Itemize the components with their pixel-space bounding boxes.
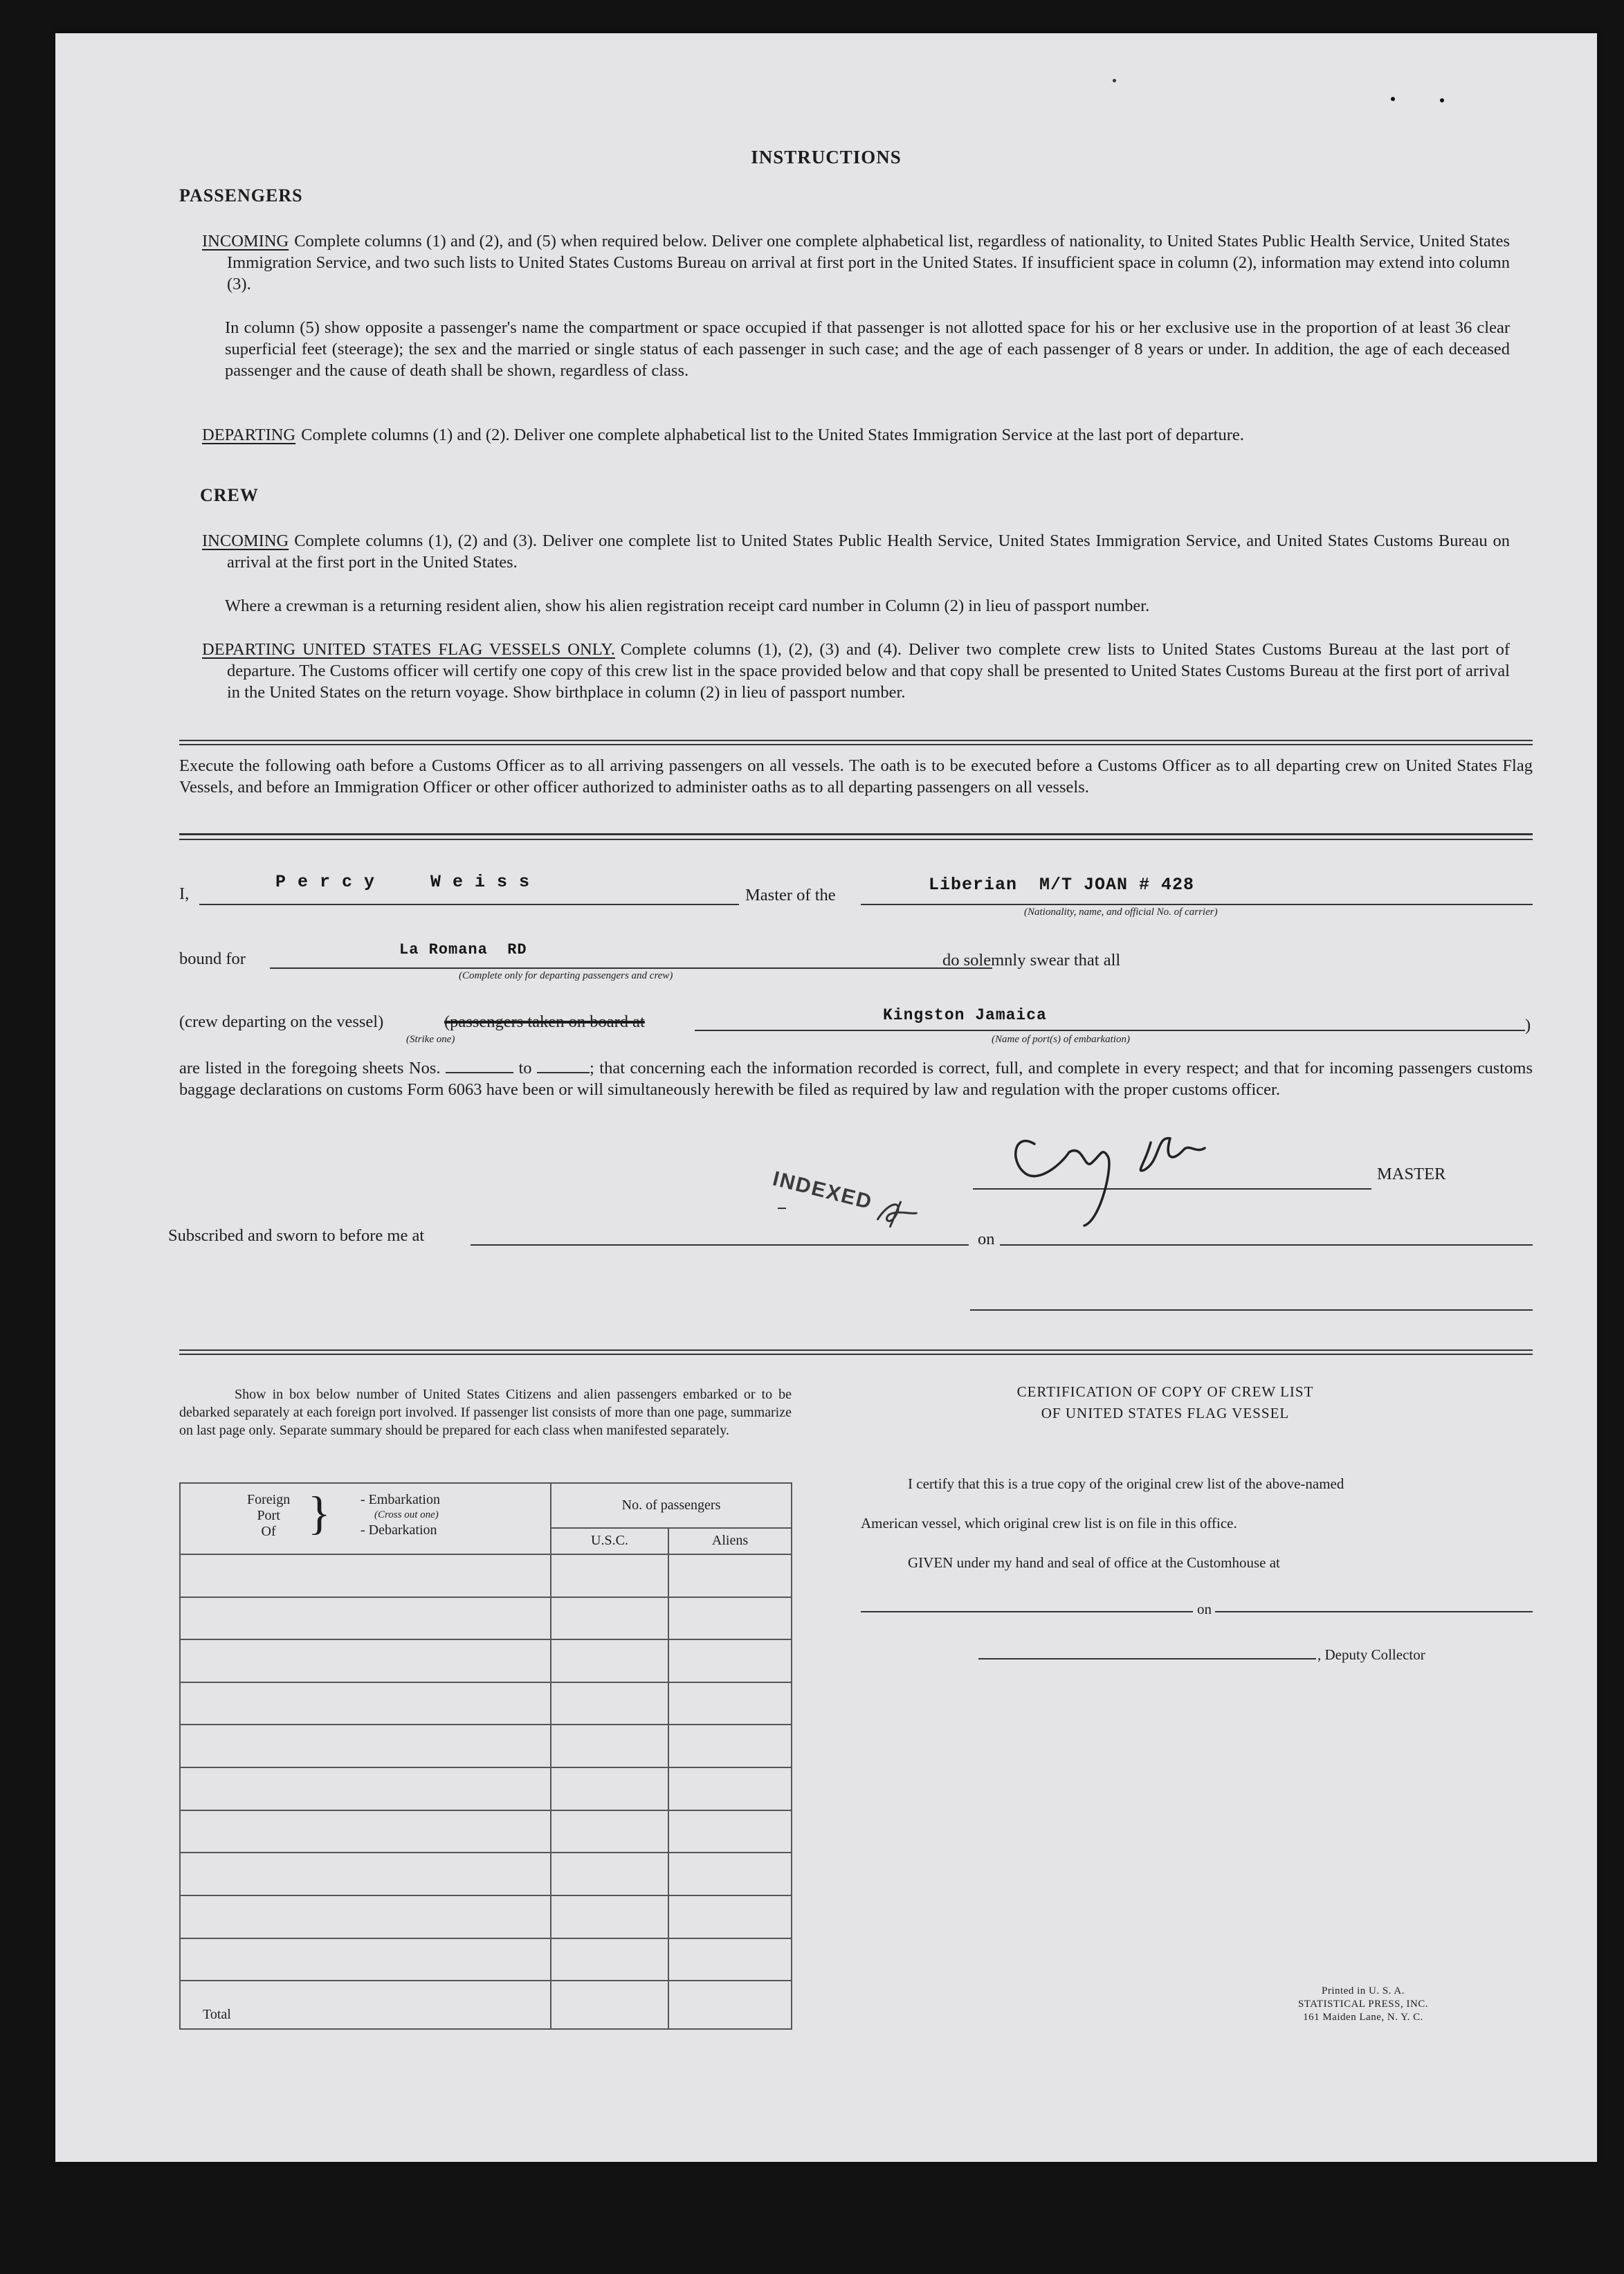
sworn-on-line (1000, 1244, 1533, 1246)
aliens-cell[interactable] (668, 1938, 792, 1981)
master-name-line (199, 904, 739, 905)
master-label: MASTER (1377, 1165, 1446, 1183)
certification-text3: GIVEN under my hand and seal of office at the Customhouse at (908, 1554, 1280, 1571)
summary-instructions: Show in box below number of United States Citizens and alien passengers embarked or to be debarked separately at each foreign port involved. If passenger list consists of more than one page, summarize on last page only. Separate summary should be prepared for each class when manifested separately. (179, 1387, 792, 1438)
divider (179, 1349, 1533, 1351)
port-cell[interactable] (180, 1767, 551, 1810)
sworn-at-line (471, 1244, 969, 1246)
crew-incoming-lead: INCOMING (202, 531, 289, 550)
usc-cell[interactable] (551, 1597, 668, 1640)
divider (179, 740, 1533, 741)
vessel-caption: (Nationality, name, and official No. of carrier) (1024, 907, 1218, 918)
master-name-field[interactable]: P e r c y W e i s s (275, 872, 531, 892)
form-page (55, 33, 1597, 2162)
port-header-cell (180, 1483, 551, 1554)
bound-for-label: bound for (179, 949, 246, 968)
aliens-cell[interactable] (668, 1810, 792, 1853)
divider (179, 839, 1533, 840)
master-of-label: Master of the (745, 886, 836, 904)
port-cell[interactable] (180, 1938, 551, 1981)
speck (1113, 79, 1116, 82)
aliens-cell[interactable] (668, 1597, 792, 1640)
page-title: INSTRUCTIONS (751, 147, 902, 167)
certification-on-label: on (1197, 1601, 1212, 1617)
listed-rest: ; that concerning each the information recorded is correct, full, and complete in every respect; and that for incoming passengers customs baggage declarations on customs Form 6063 have been or will simultaneously herewith be filed as required by law and regulation with the proper customs officer. (179, 1059, 1533, 1099)
i-label: I, (179, 884, 190, 903)
bound-for-field[interactable]: La Romana RD (399, 941, 527, 958)
certification-text2: American vessel, which original crew list is on file in this office. (861, 1515, 1237, 1531)
incoming-text: Complete columns (1) and (2), and (5) when required below. Deliver one complete alphabetical list, regardless of nationality, to United States Public Health Service, United States Immigration Service, and two such lists to United States Customs Bureau on arrival at first port in the United States. If insufficient space in column (2), information may extend into column (3). (227, 232, 1510, 293)
no-passengers-header: No. of passengers (551, 1483, 792, 1528)
date-line (970, 1309, 1533, 1311)
speck (1440, 98, 1444, 102)
close-paren: ) (1525, 1016, 1531, 1035)
bound-for-line (270, 967, 992, 969)
foreign-port-label (247, 1492, 290, 1540)
sheet-from-field[interactable] (446, 1072, 513, 1073)
certification-title-line1: CERTIFICATION OF COPY OF CREW LIST (1016, 1383, 1314, 1400)
crew-departing-text: Complete columns (1), (2), (3) and (4). Deliver two complete crew lists to United States Customs Bureau at the last port of departure. The Customs officer will certify one copy of this crew list in the space provided below and that copy shall be presented to United States Customs Bureau at the first port of arrival in the United States on the return voyage. Show birthplace in column (2) in lieu of passport number. (227, 640, 1510, 702)
sworn-on-label: on (978, 1230, 995, 1248)
aliens-cell[interactable] (668, 1895, 792, 1938)
aliens-total-cell[interactable] (668, 1981, 792, 2029)
aliens-cell[interactable] (668, 1767, 792, 1810)
usc-cell[interactable] (551, 1682, 668, 1725)
crew-departing-paragraph (202, 639, 1510, 703)
certification-title (861, 1381, 1470, 1424)
swear-label: do solemnly swear that all (942, 951, 1121, 970)
certification-text1: I certify that this is a true copy of the original crew list of the above-named (908, 1475, 1344, 1492)
indexed-initials (870, 1191, 925, 1236)
usc-header: U.S.C. (551, 1528, 668, 1554)
usc-total-cell[interactable] (551, 1981, 668, 2029)
printer-line3: 161 Maiden Lane, N. Y. C. (1303, 2012, 1423, 2023)
usc-cell[interactable] (551, 1725, 668, 1767)
stamp-mark (778, 1208, 786, 1209)
port-cell[interactable] (180, 1639, 551, 1682)
embark-debark-label (361, 1492, 440, 1538)
departing-text: Complete columns (1) and (2). Deliver one complete alphabetical list to the United States Immigration Service at the last port of departure. (301, 426, 1244, 444)
printer-line1: Printed in U. S. A. (1322, 1985, 1405, 1996)
of-label: Of (261, 1524, 276, 1539)
crew-incoming-paragraph (202, 530, 1510, 573)
divider (179, 744, 1533, 745)
deputy-signature-line[interactable] (978, 1658, 1316, 1659)
vessel-field[interactable]: Liberian M/T JOAN # 428 (929, 875, 1195, 895)
usc-cell[interactable] (551, 1895, 668, 1938)
divider (179, 833, 1533, 835)
usc-cell[interactable] (551, 1938, 668, 1981)
resident-alien-paragraph: Where a crewman is a returning resident alien, show his alien registration receipt card number in Column (2) in lieu of passport number. (225, 597, 1150, 615)
aliens-cell[interactable] (668, 1639, 792, 1682)
certification-title-line2: OF UNITED STATES FLAG VESSEL (1041, 1405, 1290, 1421)
passengers-heading: PASSENGERS (179, 185, 303, 206)
total-label: Total (180, 1981, 551, 2029)
indexed-stamp-text: INDEXED (770, 1167, 875, 1215)
departing-lead: DEPARTING (202, 426, 296, 444)
crew-departing-label: (crew departing on the vessel) (179, 1012, 384, 1031)
cross-out-label: (Cross out one) (374, 1509, 439, 1520)
crew-incoming-text: Complete columns (1), (2) and (3). Deliver one complete list to United States Public Health Service, United States Immigration Service, and United States Customs Bureau on arrival at the first port in the United States. (227, 531, 1510, 572)
port-cell[interactable] (180, 1895, 551, 1938)
debarkation-label: - Debarkation (361, 1522, 437, 1538)
usc-cell[interactable] (551, 1767, 668, 1810)
sheet-to-field[interactable] (537, 1072, 590, 1073)
port-cell[interactable] (180, 1725, 551, 1767)
listed-paragraph (179, 1057, 1533, 1100)
struck-passengers-text: (passengers taken on board at (444, 1012, 645, 1031)
deputy-collector-label: , Deputy Collector (1317, 1646, 1425, 1663)
aliens-cell[interactable] (668, 1554, 792, 1597)
embark-line (695, 1030, 1525, 1031)
embark-caption: (Name of port(s) of embarkation) (992, 1034, 1130, 1045)
usc-cell[interactable] (551, 1853, 668, 1895)
listed-prefix: are listed in the foregoing sheets Nos. (179, 1059, 441, 1077)
strike-caption: (Strike one) (406, 1034, 455, 1045)
foreign-label: Foreign (247, 1492, 291, 1507)
aliens-cell[interactable] (668, 1682, 792, 1725)
port-cell[interactable] (180, 1810, 551, 1853)
aliens-cell[interactable] (668, 1725, 792, 1767)
port-cell[interactable] (180, 1554, 551, 1597)
vessel-line (861, 904, 1533, 905)
incoming-lead: INCOMING (202, 232, 289, 251)
aliens-header: Aliens (668, 1528, 792, 1554)
to-label: to (518, 1059, 532, 1077)
certification-date-line[interactable] (1215, 1611, 1533, 1612)
printer-imprint (1259, 1985, 1467, 2024)
bound-caption: (Complete only for departing passengers and crew) (459, 970, 673, 981)
usc-cell[interactable] (551, 1639, 668, 1682)
indexed-stamp (768, 1165, 925, 1236)
embark-port-field[interactable]: Kingston Jamaica (883, 1006, 1047, 1024)
passengers-departing-paragraph (202, 424, 1510, 446)
port-cell[interactable] (180, 1853, 551, 1895)
usc-cell[interactable] (551, 1810, 668, 1853)
brace-icon: } (308, 1486, 331, 1539)
passengers-incoming-paragraph (202, 230, 1510, 295)
embarkation-label: - Embarkation (361, 1492, 440, 1507)
port-cell[interactable] (180, 1597, 551, 1640)
crew-departing-lead: DEPARTING UNITED STATES FLAG VESSELS ONLY. (202, 640, 615, 659)
column5-paragraph: In column (5) show opposite a passenger's name the compartment or space occupied if that passenger is not allotted space for his or her exclusive use in the proportion of at least 36 clear superficial feet (steerage); the sex and the married or single status of each passenger in such case; and the age of each passenger of 8 years or under. In addition, the age of each deceased passenger and the cause of death shall be shown, regardless of class. (225, 318, 1510, 380)
port-cell[interactable] (180, 1682, 551, 1725)
customhouse-line[interactable] (861, 1611, 1193, 1612)
passenger-summary-table (179, 1482, 792, 2030)
port-label: Port (257, 1508, 280, 1523)
divider (179, 1354, 1533, 1355)
oath-intro: Execute the following oath before a Customs Officer as to all arriving passengers on all vessels. The oath is to be executed before a Customs Officer as to all departing crew on United States Flag Vessels, and before an Immigration Officer or other officer authorized to administer oaths as to all departing passengers on all vessels. (179, 756, 1533, 797)
speck (1391, 97, 1395, 101)
usc-cell[interactable] (551, 1554, 668, 1597)
printer-line2: STATISTICAL PRESS, INC. (1297, 1999, 1429, 2010)
master-signature (979, 1123, 1339, 1227)
aliens-cell[interactable] (668, 1853, 792, 1895)
subscribed-label: Subscribed and sworn to before me at (168, 1226, 425, 1245)
crew-heading: CREW (200, 485, 259, 505)
